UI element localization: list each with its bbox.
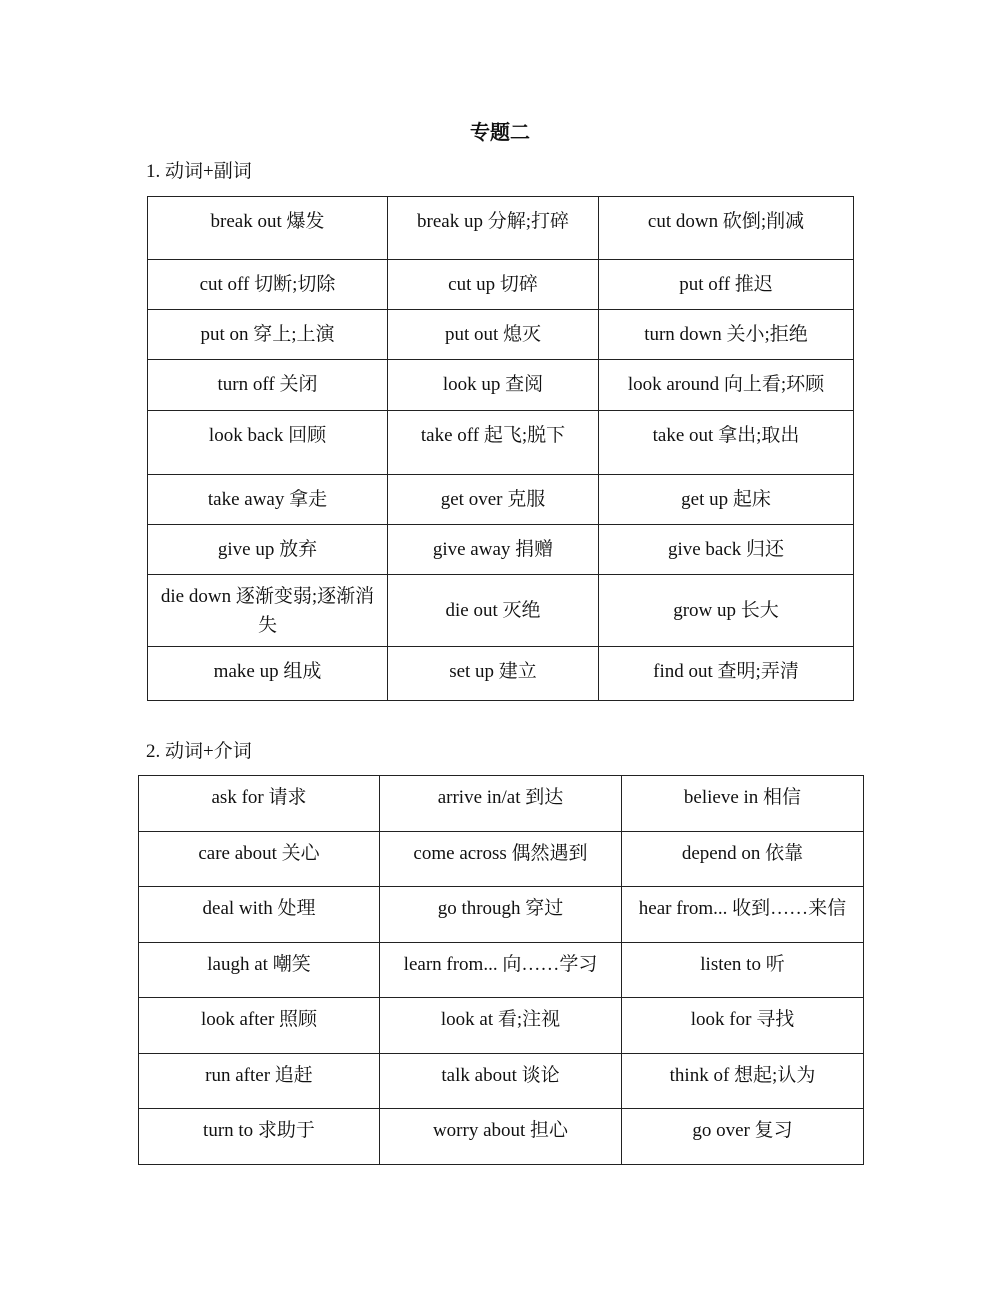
table-cell: die out 灭绝: [388, 575, 599, 647]
table-cell: go through 穿过: [380, 887, 622, 943]
table-cell: make up 组成: [148, 647, 388, 701]
table-cell: go over 复习: [622, 1109, 864, 1165]
table-cell: talk about 谈论: [380, 1053, 622, 1109]
table-cell: ask for 请求: [139, 776, 380, 832]
table-row: [148, 647, 854, 701]
table-cell: die down 逐渐变弱;逐渐消失: [148, 575, 388, 647]
table-cell: break up 分解;打碎: [388, 197, 599, 260]
table-row: [139, 942, 864, 998]
table-cell: turn to 求助于: [139, 1109, 380, 1165]
table-cell: break out 爆发: [148, 197, 388, 260]
section-heading-verb-adverb: 1. 动词+副词: [146, 161, 252, 182]
table-cell: put out 熄灭: [388, 310, 599, 360]
table-cell: cut off 切断;切除: [148, 260, 388, 310]
table-cell: look at 看;注视: [380, 998, 622, 1054]
table-cell: depend on 依靠: [622, 831, 864, 887]
table-row: [148, 411, 854, 475]
table-cell: get over 克服: [388, 475, 599, 525]
verb-preposition-table: [138, 775, 864, 1165]
table-cell: look for 寻找: [622, 998, 864, 1054]
table-cell: learn from... 向……学习: [380, 942, 622, 998]
table-row: [139, 776, 864, 832]
table-cell: look around 向上看;环顾: [599, 360, 854, 411]
table-cell: hear from... 收到……来信: [622, 887, 864, 943]
table-cell: give up 放弃: [148, 525, 388, 575]
table-cell: cut down 砍倒;削减: [599, 197, 854, 260]
table-cell: look up 查阅: [388, 360, 599, 411]
table-cell: worry about 担心: [380, 1109, 622, 1165]
table-row: [139, 1109, 864, 1165]
table-cell: put off 推迟: [599, 260, 854, 310]
table-cell: take out 拿出;取出: [599, 411, 854, 475]
table-row: [148, 310, 854, 360]
table-row: [148, 197, 854, 260]
table-cell: believe in 相信: [622, 776, 864, 832]
table-cell: think of 想起;认为: [622, 1053, 864, 1109]
table-row: [148, 525, 854, 575]
section-heading-verb-preposition: 2. 动词+介词: [146, 741, 252, 762]
table-cell: give back 归还: [599, 525, 854, 575]
table-row: [148, 260, 854, 310]
table-cell: set up 建立: [388, 647, 599, 701]
table-cell: run after 追赶: [139, 1053, 380, 1109]
table-cell: listen to 听: [622, 942, 864, 998]
table-cell: get up 起床: [599, 475, 854, 525]
table-cell: give away 捐赠: [388, 525, 599, 575]
table-cell: turn off 关闭: [148, 360, 388, 411]
table-cell: come across 偶然遇到: [380, 831, 622, 887]
table-cell: look back 回顾: [148, 411, 388, 475]
table-row: [148, 475, 854, 525]
table-cell: grow up 长大: [599, 575, 854, 647]
page-title: 专题二: [470, 120, 530, 144]
table-cell: care about 关心: [139, 831, 380, 887]
table-row: [139, 887, 864, 943]
table-cell: take off 起飞;脱下: [388, 411, 599, 475]
table-row: [148, 360, 854, 411]
table-cell: take away 拿走: [148, 475, 388, 525]
table-cell: cut up 切碎: [388, 260, 599, 310]
table-cell: deal with 处理: [139, 887, 380, 943]
table-row: [148, 575, 854, 647]
table-row: [139, 1053, 864, 1109]
table-cell: arrive in/at 到达: [380, 776, 622, 832]
table-cell: look after 照顾: [139, 998, 380, 1054]
table-cell: put on 穿上;上演: [148, 310, 388, 360]
table-cell: laugh at 嘲笑: [139, 942, 380, 998]
table-cell: find out 查明;弄清: [599, 647, 854, 701]
table-cell: turn down 关小;拒绝: [599, 310, 854, 360]
verb-adverb-table: [147, 196, 854, 701]
table-row: [139, 831, 864, 887]
table-row: [139, 998, 864, 1054]
